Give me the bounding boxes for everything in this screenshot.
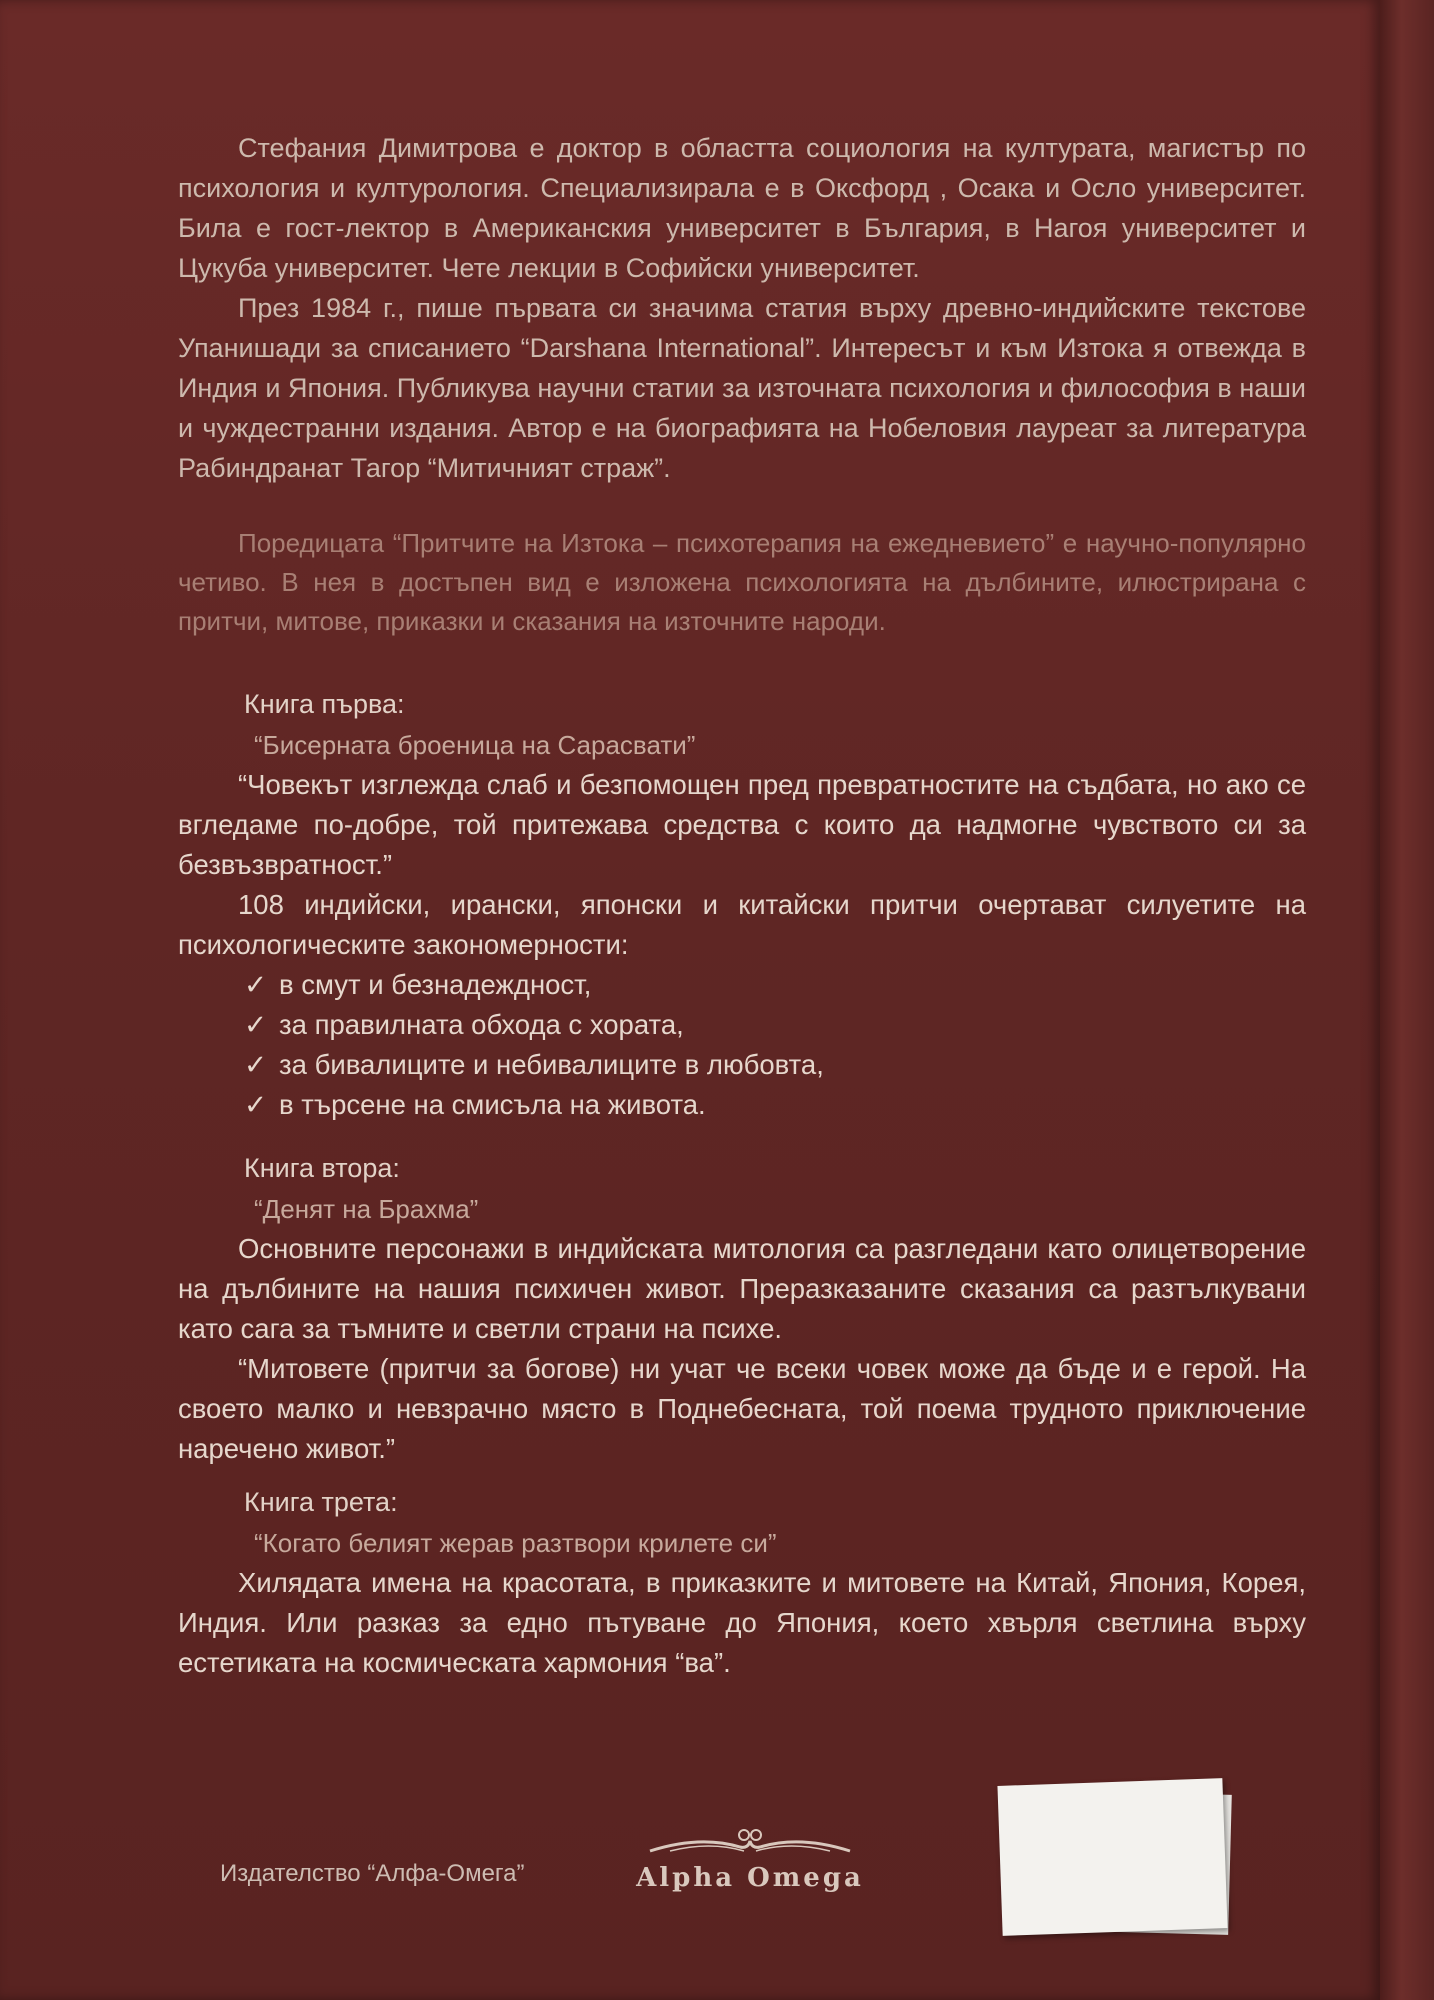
checklist-item-text: за правилната обхода с хората, <box>279 1009 684 1040</box>
book-three-section <box>178 1481 1306 1683</box>
book-one-quote: “Човекът изглежда слаб и безпомощен пред превратностите на съдбата, но ако се вгледаме по-добре, той притежава средства с които да надмогне чувството си за безвъзвратност.” <box>178 769 1306 880</box>
checkmark-icon: ✓ <box>244 1089 268 1120</box>
publisher-name: Издателство “Алфа-Омега” <box>220 1860 525 1887</box>
author-bio <box>178 128 1306 488</box>
checkmark-icon: ✓ <box>244 1009 268 1040</box>
book-two-quote: “Митовете (притчи за богове) ни учат че всеки човек може да бъде и е герой. На своето малко и невзрачно място в Поднебесната, той поема трудното приключение наречено живот.” <box>178 1353 1306 1464</box>
book-one-heading: Книга първа: <box>244 689 405 719</box>
author-bio-paragraph: През 1984 г., пише първата си значима статия върху древно-индийските текстове Упанишади за списанието “Darshana International”. Интересът и към Изтока я отвежда в Индия и Япония. Публикува научни статии за източната психология и философия в наши и чуждестранни издания. Автор е на биографията на Нобеловия лауреат за литература Рабиндранат Тагор “Митичният страж”. <box>178 293 1306 483</box>
blank-sticker-label <box>997 1778 1227 1936</box>
book-one-checklist <box>178 965 1306 1125</box>
series-description-text: Поредицата “Притчите на Изтока – психотерапия на ежедневието” е научно-популярно четиво. В нея в достъпен вид е изложена психологията на дълбините, илюстрирана с притчи, митове, приказки и сказания на източните народи. <box>178 528 1306 636</box>
publisher-logo <box>600 1825 900 1905</box>
alpha-omega-emblem-icon <box>640 1825 860 1859</box>
checklist-item-text: за бивалиците и небивалиците в любовта, <box>279 1049 824 1080</box>
checklist-item <box>244 1005 1306 1045</box>
checkmark-icon: ✓ <box>244 969 268 1000</box>
book-two-description: Основните персонажи в индийската митология са разгледани като олицетворение на дълбините на нашия психичен живот. Преразказаните сказания са разтълкувани като сага за тъмните и светли страни на психе. <box>178 1233 1306 1344</box>
series-description <box>178 524 1306 641</box>
checklist-item <box>244 1045 1306 1085</box>
checkmark-icon: ✓ <box>244 1049 268 1080</box>
checklist-item <box>244 965 1306 1005</box>
book-three-description: Хилядата имена на красотата, в приказките и митовете на Китай, Япония, Корея, Индия. Или разказ за едно пътуване до Япония, което хвърля светлина върху естетиката на космическата хармония “ва”. <box>178 1567 1306 1678</box>
book-one-title: “Бисерната броеница на Сарасвати” <box>254 730 696 760</box>
checklist-item-text: в търсене на смисъла на живота. <box>279 1089 706 1120</box>
book-spine-edge <box>1380 0 1434 2000</box>
book-three-heading: Книга трета: <box>244 1487 398 1517</box>
publisher-logo-text: Alpha Omega <box>636 1863 864 1893</box>
book-three-title: “Когато белият жерав разтвори крилете си” <box>254 1528 777 1558</box>
checklist-item-text: в смут и безнадеждност, <box>279 969 592 1000</box>
book-two-heading: Книга втора: <box>244 1153 400 1183</box>
author-bio-paragraph: Стефания Димитрова е доктор в областта социология на културата, магистър по психология и културология. Специализирала е в Оксфорд , Осака и Осло университет. Била е гост-лектор в Американския университет в България, в Нагоя университет и Цукуба университет. Чете лекции в Софийски университет. <box>178 133 1306 283</box>
book-two-section <box>178 1147 1306 1469</box>
book-one-section <box>178 683 1306 1125</box>
book-one-description: 108 индийски, ирански, японски и китайски притчи очертават силуетите на психологическите закономерности: <box>178 889 1306 960</box>
book-two-title: “Денят на Брахма” <box>254 1194 479 1224</box>
checklist-item <box>244 1085 1306 1125</box>
